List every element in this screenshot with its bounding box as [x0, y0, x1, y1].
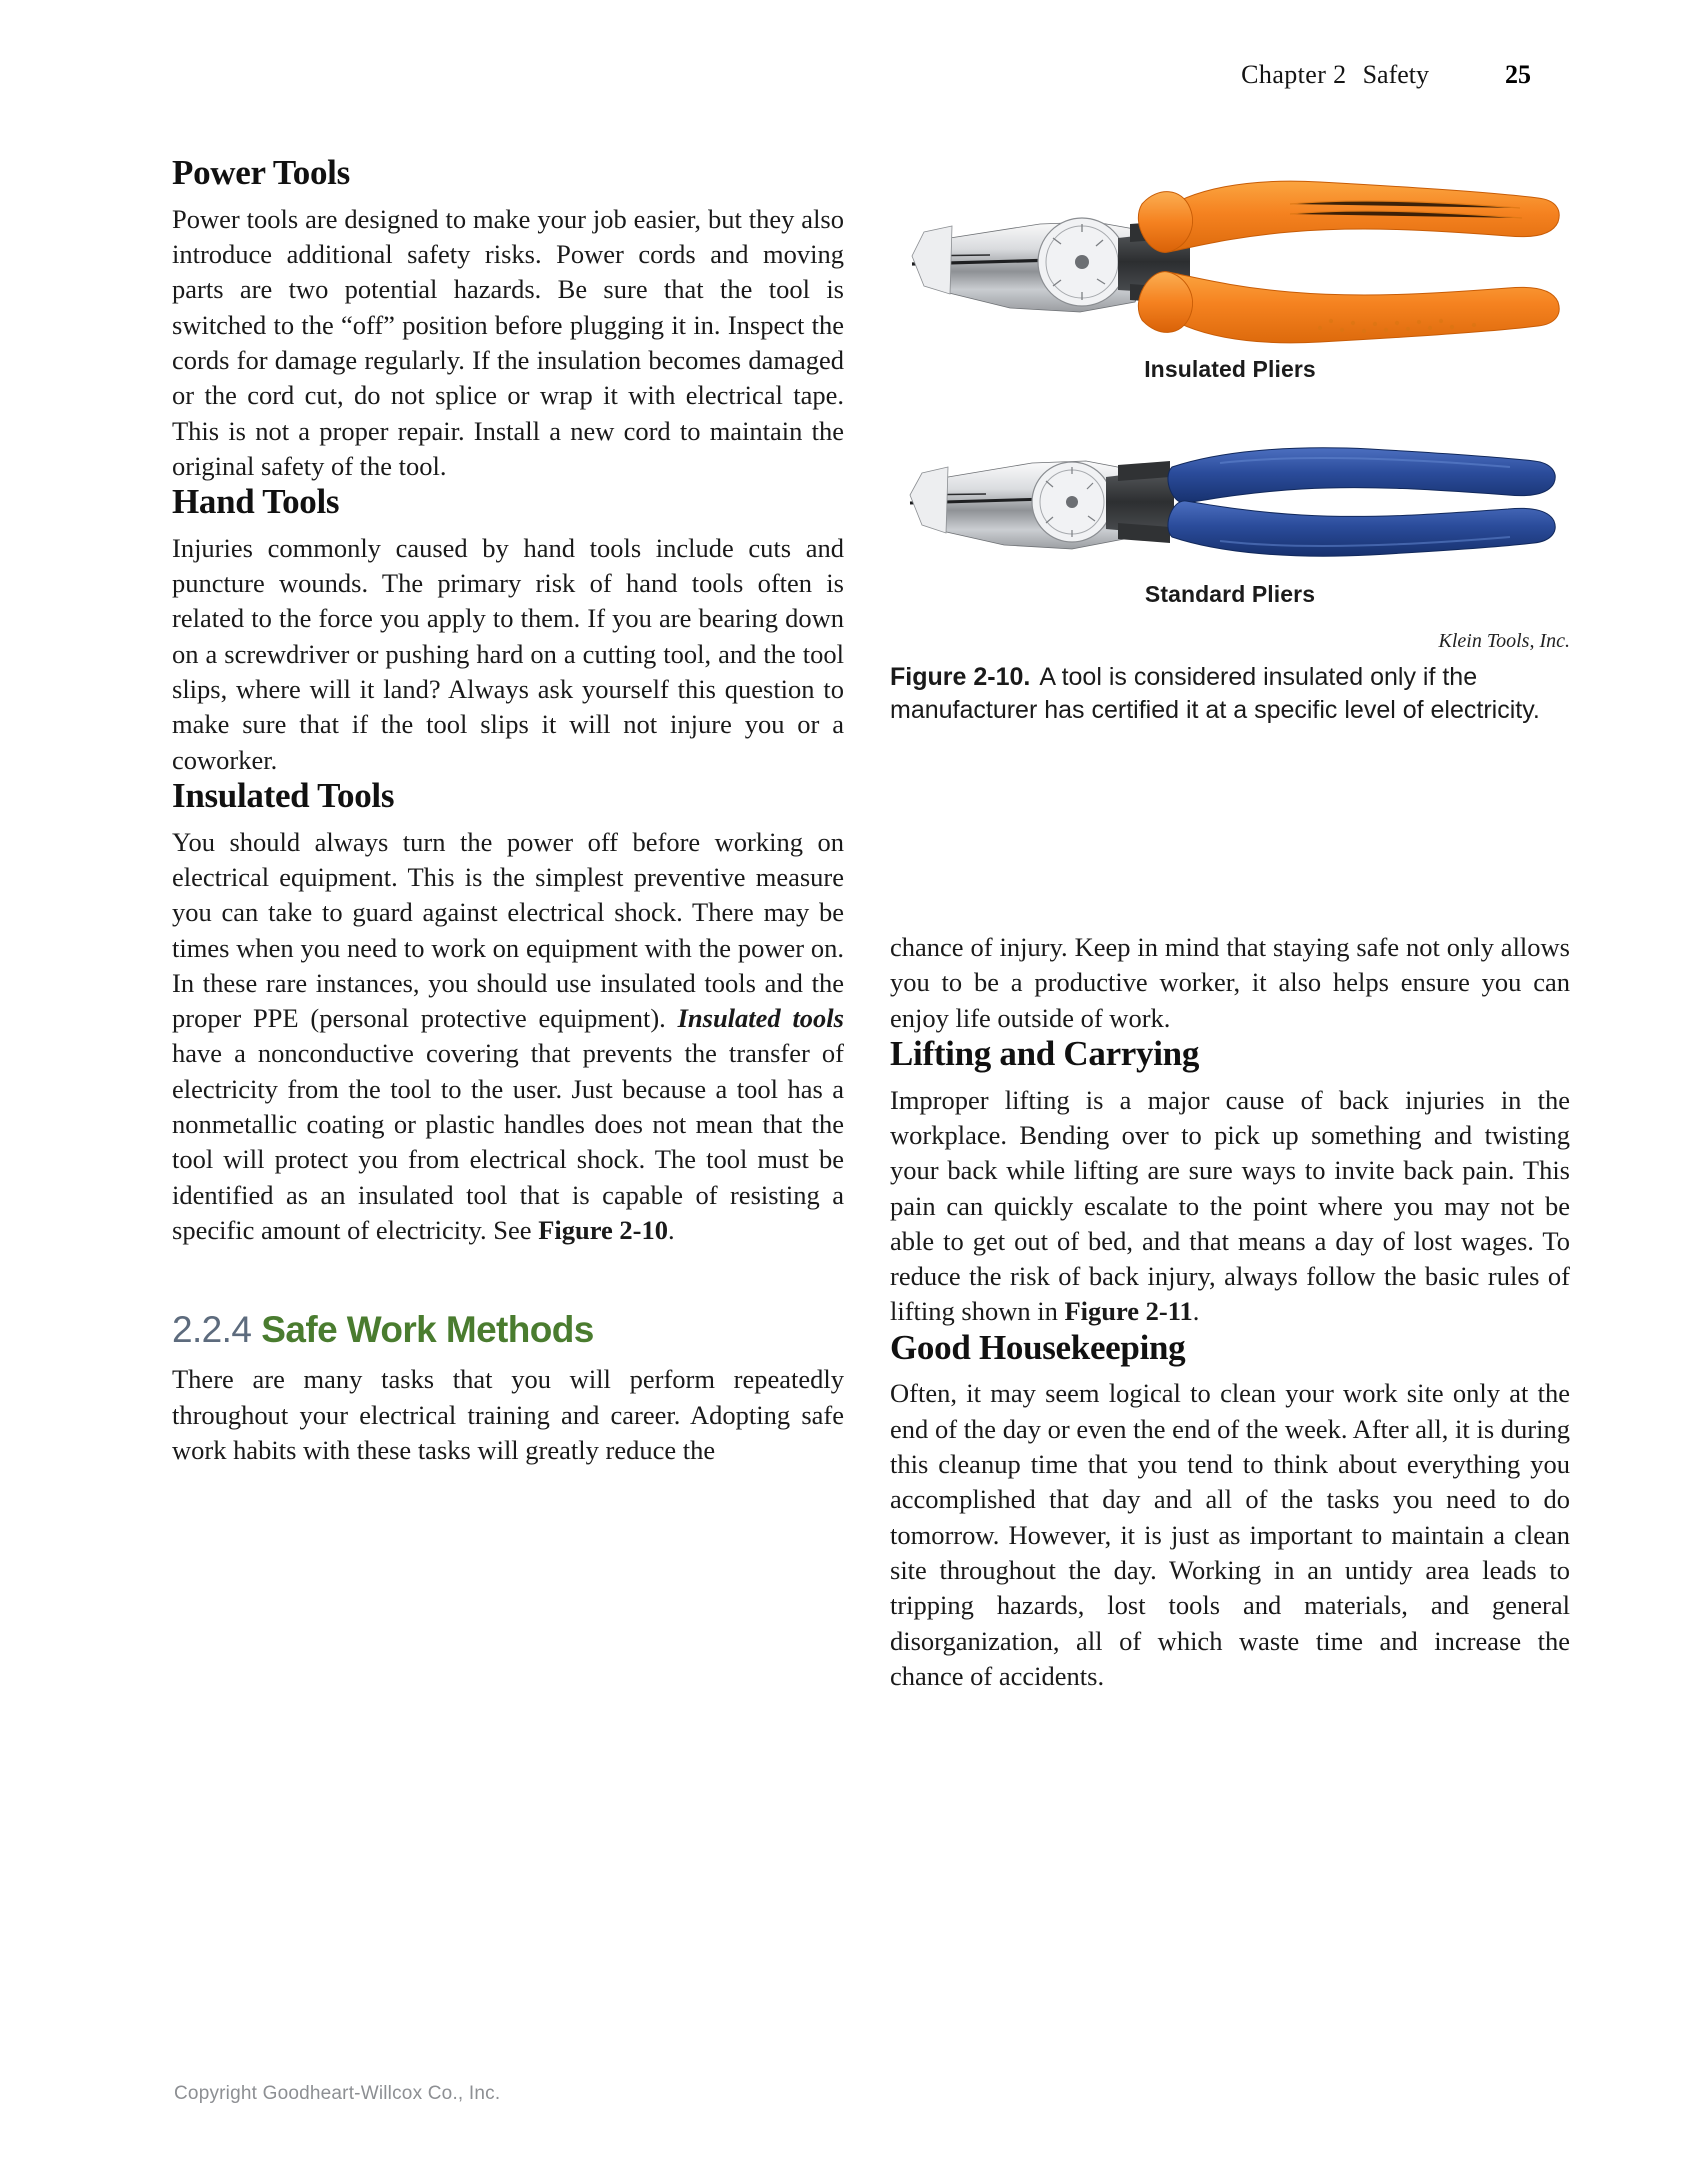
running-head — [1241, 60, 1531, 90]
left-column — [172, 155, 844, 1468]
paragraph-continuation: chance of injury. Keep in mind that staying safe not only allows you to be a productive worker, it also helps ensure you can enjoy life outside of work. — [890, 932, 1570, 1033]
insulated-text-part-1: You should always turn the power off before working on electrical equipment. This is the simplest preventive measure you can take to guard against electrical shock. There may be times when you need to work on equipment with the power on. In these rare instances, you should use insulated tools and the proper PPE (personal protective equipment). — [172, 826, 844, 1034]
figure-credit: Klein Tools, Inc. — [1438, 630, 1570, 652]
lifting-text-part-2: . — [1192, 1296, 1200, 1327]
paragraph-power-tools: Power tools are designed to make your job easier, but they also introduce additional safety risks. Power cords and moving parts are two potential hazards. Be sure that the tool is switched to the “off” position before plugging it in. Inspect the cords for damage regularly. If the insulation becomes damaged or the cord cut, do not splice or wrap it with electrical tape. This is not a proper repair. Install a new cord to maintain the original safety of the tool. — [172, 203, 844, 481]
insulated-text-part-3: . — [667, 1214, 675, 1245]
figure-caption-number: Figure 2-10. — [890, 663, 1031, 691]
page-number: 25 — [1505, 60, 1531, 89]
heading-insulated-tools: Insulated Tools — [172, 775, 395, 815]
insulated-pliers-image — [890, 152, 1570, 383]
running-head-title: Safety — [1362, 60, 1429, 89]
lifting-text-part-1: Improper lifting is a major cause of back injuries in the workplace. Bending over to pick up something and twisting your back while lifting are sure ways to invite back pain. This pain can quickly escalate to the point where you may not be able to get out of bed, and that means a day of lost wages. To reduce the risk of back injury, always follow the basic rules of lifting shown in — [890, 1084, 1570, 1327]
section-number: 2.2.4 — [172, 1309, 252, 1351]
right-column — [890, 930, 1570, 1694]
paragraph-housekeeping: Often, it may seem logical to clean your work site only at the end of the day or even the end of the week. After all, it is during this cleanup time that you tend to think about everything you accomplished that day and all of the tasks you need to do tomorrow. However, it is just as important to maintain a clean site throughout the day. Working in an untidy area leads to tripping hazards, lost tools and materials, and general disorganization, all of which waste time and increase the chance of accidents. — [890, 1378, 1570, 1691]
heading-power-tools: Power Tools — [172, 153, 350, 192]
figure-caption — [890, 661, 1570, 727]
standard-pliers-illustration — [890, 427, 1570, 577]
heading-hand-tools: Hand Tools — [172, 482, 340, 522]
term-insulated-tools: Insulated tools — [677, 1003, 844, 1034]
heading-safe-work-methods — [172, 1310, 844, 1350]
running-head-chapter: Chapter 2 — [1241, 60, 1347, 89]
paragraph-lifting — [890, 1083, 1570, 1330]
standard-pliers-image — [890, 427, 1570, 608]
figure-caption-text: A tool is considered insulated only if the manufacturer has certified it at a specific level of electricity. — [890, 663, 1540, 724]
figure-reference-2-10: Figure 2-10 — [538, 1214, 668, 1245]
insulated-pliers-illustration — [890, 152, 1570, 352]
heading-lifting-and-carrying: Lifting and Carrying — [890, 1033, 1200, 1073]
paragraph-hand-tools: Injuries commonly caused by hand tools include cuts and puncture wounds. The primary risk of hand tools often is related to the force you apply to them. If you are bearing down on a screwdriver or pushing hard on a cutting tool, and the tool slips, where will it land? Always ask yourself this question to make sure that if the tool slips it will not injure you or a coworker. — [172, 532, 844, 775]
paragraph-insulated-tools — [172, 825, 844, 1249]
section-title: Safe Work Methods — [261, 1309, 594, 1351]
copyright-footer: Copyright Goodheart-Willcox Co., Inc. — [174, 2083, 501, 2104]
insulated-text-part-2: have a nonconductive covering that prevents the transfer of electricity from the tool to the user. Just because a tool has a nonmetallic coating or plastic handles does not mean that the tool will protect you from electrical shock. The tool must be identified as an insulated tool that is capable of resisting a specific amount of electricity. See — [172, 1038, 844, 1245]
heading-good-housekeeping: Good Housekeeping — [890, 1327, 1186, 1367]
figure-2-10 — [890, 152, 1570, 727]
paragraph-safe-work-methods: There are many tasks that you will perform repeatedly throughout your electrical training and career. Adopting safe work habits with these tasks will greatly reduce the — [172, 1364, 844, 1465]
standard-pliers-label: Standard Pliers — [1144, 581, 1316, 607]
figure-reference-2-11: Figure 2-11 — [1064, 1296, 1193, 1327]
insulated-pliers-label: Insulated Pliers — [1144, 356, 1316, 382]
